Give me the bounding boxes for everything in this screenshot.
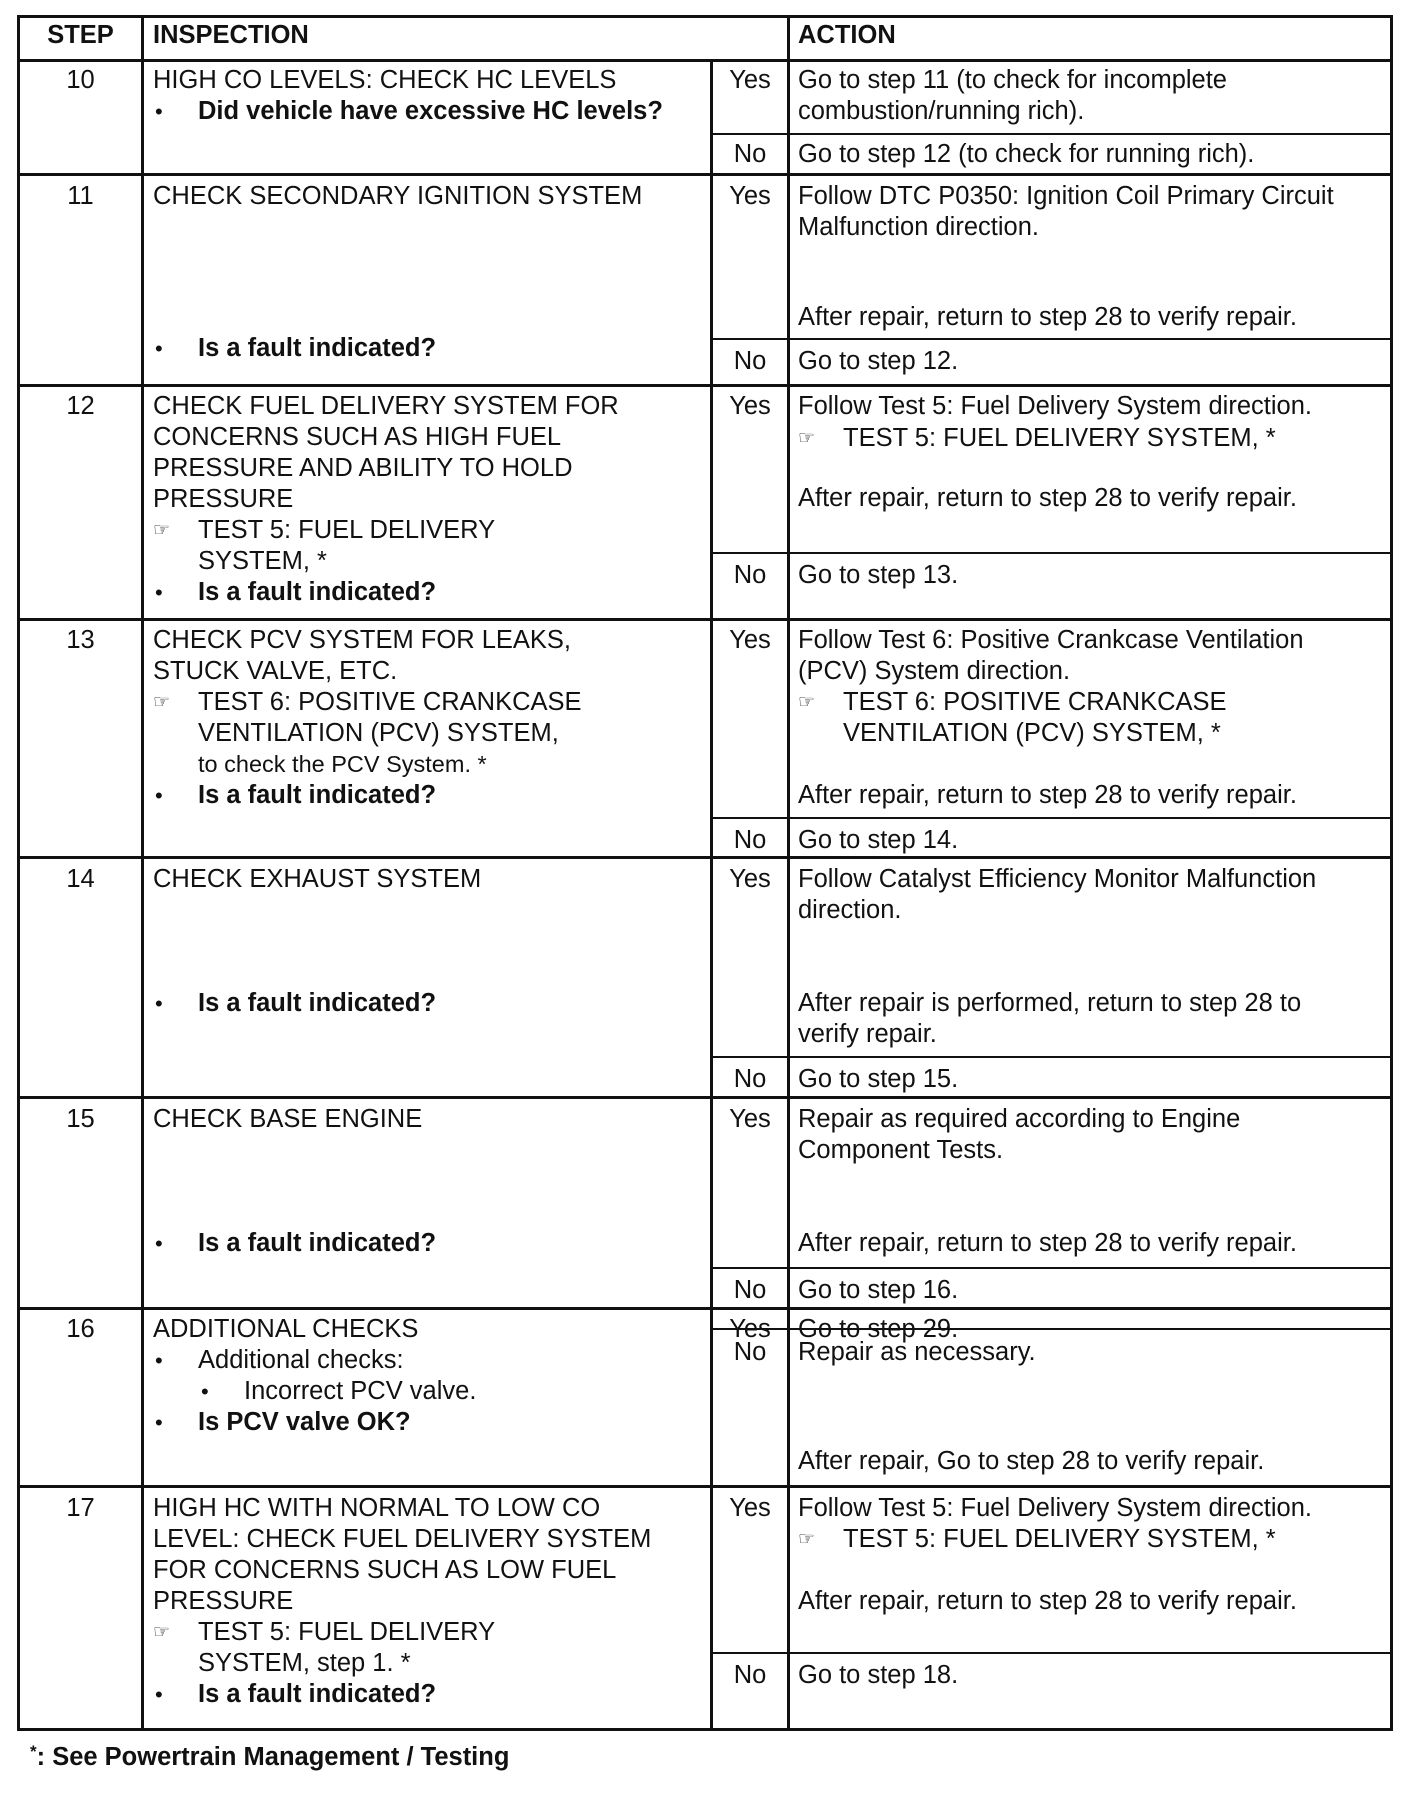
yes-action: Follow Test 6: Positive Crankcase Ventilation (PCV) System direction. xyxy=(798,626,1304,685)
footnote xyxy=(30,1736,509,1773)
yes-label: Yes xyxy=(729,66,771,94)
inspection-test-reference-tail: to check the PCV System. * xyxy=(198,751,487,777)
bullet-icon: • xyxy=(155,1410,163,1435)
yes-action: Follow Catalyst Efficiency Monitor Malfunction direction. xyxy=(798,865,1317,924)
table-border-bottom xyxy=(17,1728,1393,1731)
pointing-hand-icon: ☞ xyxy=(153,692,171,713)
pointing-hand-icon: ☞ xyxy=(153,520,171,541)
step-number: 15 xyxy=(66,1105,95,1133)
yes-after-repair: After repair, return to step 28 to verify repair. xyxy=(798,1587,1297,1615)
row-divider xyxy=(17,856,1393,859)
yes-after-repair: After repair, return to step 28 to verify repair. xyxy=(798,1229,1297,1257)
inspection-test-reference: TEST 5: FUEL DELIVERY SYSTEM, * xyxy=(198,516,496,575)
step-number: 16 xyxy=(66,1315,95,1343)
inspection-question: Is a fault indicated? xyxy=(198,1680,437,1708)
inspection-title: HIGH HC WITH NORMAL TO LOW CO LEVEL: CHECK FUEL DELIVERY SYSTEM FOR CONCERNS SUCH AS LOW FUEL PRESSURE xyxy=(153,1494,652,1615)
inspection-test-reference: TEST 5: FUEL DELIVERY SYSTEM, step 1. * xyxy=(198,1618,496,1677)
no-after-repair: After repair, Go to step 28 to verify repair. xyxy=(798,1447,1265,1475)
pointing-hand-icon: ☞ xyxy=(798,428,816,449)
step-number: 13 xyxy=(66,626,95,654)
header-divider xyxy=(17,59,1393,62)
yes-action: Go to step 11 (to check for incomplete combustion/running rich). xyxy=(798,66,1227,125)
yes-no-divider xyxy=(710,1267,1393,1269)
yes-action: Follow DTC P0350: Ignition Coil Primary Circuit Malfunction direction. xyxy=(798,182,1334,241)
no-label: No xyxy=(733,1276,767,1304)
bullet-icon: • xyxy=(155,1231,163,1256)
step-number: 17 xyxy=(66,1494,95,1522)
no-action: Go to step 16. xyxy=(798,1276,959,1304)
inspection-question: Is a fault indicated? xyxy=(198,334,437,362)
yes-action: Go to step 29. xyxy=(798,1315,959,1343)
header-action: ACTION xyxy=(798,21,896,49)
header-step: STEP xyxy=(47,21,114,49)
no-label: No xyxy=(733,826,767,854)
yes-test-reference: TEST 6: POSITIVE CRANKCASE VENTILATION (PCV) SYSTEM, * xyxy=(843,688,1227,747)
action-column-divider xyxy=(787,15,790,1731)
no-label: No xyxy=(733,140,767,168)
bullet-icon: • xyxy=(155,99,163,124)
yes-label: Yes xyxy=(729,626,771,654)
row-divider xyxy=(17,173,1393,176)
inspection-title: HIGH CO LEVELS: CHECK HC LEVELS xyxy=(153,66,617,94)
inspection-title: CHECK PCV SYSTEM FOR LEAKS, STUCK VALVE, ETC. xyxy=(153,626,572,685)
yes-action: Follow Test 5: Fuel Delivery System direction. xyxy=(798,392,1312,420)
yes-no-divider xyxy=(710,552,1393,554)
bullet-icon: • xyxy=(155,1348,163,1373)
yes-no-divider xyxy=(710,817,1393,819)
bullet-icon: • xyxy=(155,336,163,361)
no-action: Go to step 12. xyxy=(798,347,959,375)
yes-no-divider xyxy=(710,1056,1393,1058)
no-label: No xyxy=(733,347,767,375)
inspection-question: Is a fault indicated? xyxy=(198,578,437,606)
yes-test-reference: TEST 5: FUEL DELIVERY SYSTEM, * xyxy=(843,424,1276,452)
no-action: Go to step 13. xyxy=(798,561,959,589)
yes-after-repair: After repair is performed, return to step 28 to verify repair. xyxy=(798,989,1302,1048)
yes-label: Yes xyxy=(729,1105,771,1133)
bullet-icon: • xyxy=(155,580,163,605)
yes-action: Repair as required according to Engine Component Tests. xyxy=(798,1105,1241,1164)
row-divider xyxy=(17,1485,1393,1488)
inspection-title: CHECK FUEL DELIVERY SYSTEM FOR CONCERNS SUCH AS HIGH FUEL PRESSURE AND ABILITY TO HOLD PRESSURE xyxy=(153,392,619,513)
step-number: 10 xyxy=(66,66,95,94)
no-action: Go to step 15. xyxy=(798,1065,959,1093)
no-label: No xyxy=(733,1338,767,1366)
yes-after-repair: After repair, return to step 28 to verify repair. xyxy=(798,303,1297,331)
no-label: No xyxy=(733,561,767,589)
yes-after-repair: After repair, return to step 28 to verify repair. xyxy=(798,484,1297,512)
yes-no-divider xyxy=(710,1652,1393,1654)
inspection-test-reference: TEST 6: POSITIVE CRANKCASE VENTILATION (PCV) SYSTEM, xyxy=(198,688,582,747)
no-action: Repair as necessary. xyxy=(798,1338,1036,1366)
inspection-title: CHECK SECONDARY IGNITION SYSTEM xyxy=(153,182,643,210)
inspection-question: Is a fault indicated? xyxy=(198,989,437,1017)
footnote-text: : See Powertrain Management / Testing xyxy=(36,1743,510,1771)
no-label: No xyxy=(733,1065,767,1093)
step-number: 12 xyxy=(66,392,95,420)
bullet-icon: • xyxy=(155,991,163,1016)
yes-label: Yes xyxy=(729,392,771,420)
step-number: 14 xyxy=(66,865,95,893)
inspection-sub-check: Additional checks: xyxy=(198,1346,404,1374)
step-number: 11 xyxy=(67,182,94,210)
yes-label: Yes xyxy=(729,1494,771,1522)
pointing-hand-icon: ☞ xyxy=(798,692,816,713)
inspection-question: Is PCV valve OK? xyxy=(198,1408,411,1436)
inspection-title: CHECK BASE ENGINE xyxy=(153,1105,423,1133)
footnote-asterisk: * xyxy=(30,1742,37,1761)
yes-after-repair: After repair, return to step 28 to verify repair. xyxy=(798,781,1297,809)
row-divider xyxy=(17,384,1393,387)
no-action: Go to step 18. xyxy=(798,1661,959,1689)
yes-test-reference: TEST 5: FUEL DELIVERY SYSTEM, * xyxy=(843,1525,1276,1553)
yes-label: Yes xyxy=(729,1315,771,1343)
yes-action: Follow Test 5: Fuel Delivery System direction. xyxy=(798,1494,1312,1522)
diagnostic-table xyxy=(17,15,1393,1731)
no-label: No xyxy=(733,1661,767,1689)
pointing-hand-icon: ☞ xyxy=(798,1529,816,1550)
bullet-icon: • xyxy=(155,783,163,808)
inspection-sub-item: Incorrect PCV valve. xyxy=(244,1377,477,1405)
inspection-title: CHECK EXHAUST SYSTEM xyxy=(153,865,482,893)
table-border-top xyxy=(17,15,1393,18)
header-inspection: INSPECTION xyxy=(153,21,309,49)
pointing-hand-icon: ☞ xyxy=(153,1622,171,1643)
no-action: Go to step 14. xyxy=(798,826,959,854)
inspection-question: Did vehicle have excessive HC levels? xyxy=(198,97,663,125)
yesno-column-divider xyxy=(710,59,713,1731)
inspection-question: Is a fault indicated? xyxy=(198,1229,437,1257)
yes-label: Yes xyxy=(729,182,771,210)
table-border-right xyxy=(1390,15,1393,1731)
row-divider xyxy=(17,1096,1393,1099)
inspection-question: Is a fault indicated? xyxy=(198,781,437,809)
yes-label: Yes xyxy=(729,865,771,893)
row-divider xyxy=(17,618,1393,621)
no-action: Go to step 12 (to check for running rich). xyxy=(798,140,1255,168)
row-divider xyxy=(17,1307,1393,1310)
yes-no-divider xyxy=(710,338,1393,340)
inspection-title: ADDITIONAL CHECKS xyxy=(153,1315,419,1343)
yes-no-divider xyxy=(710,133,1393,135)
bullet-icon: • xyxy=(155,1682,163,1707)
bullet-icon: • xyxy=(201,1379,209,1404)
step-column-divider xyxy=(141,15,144,1731)
